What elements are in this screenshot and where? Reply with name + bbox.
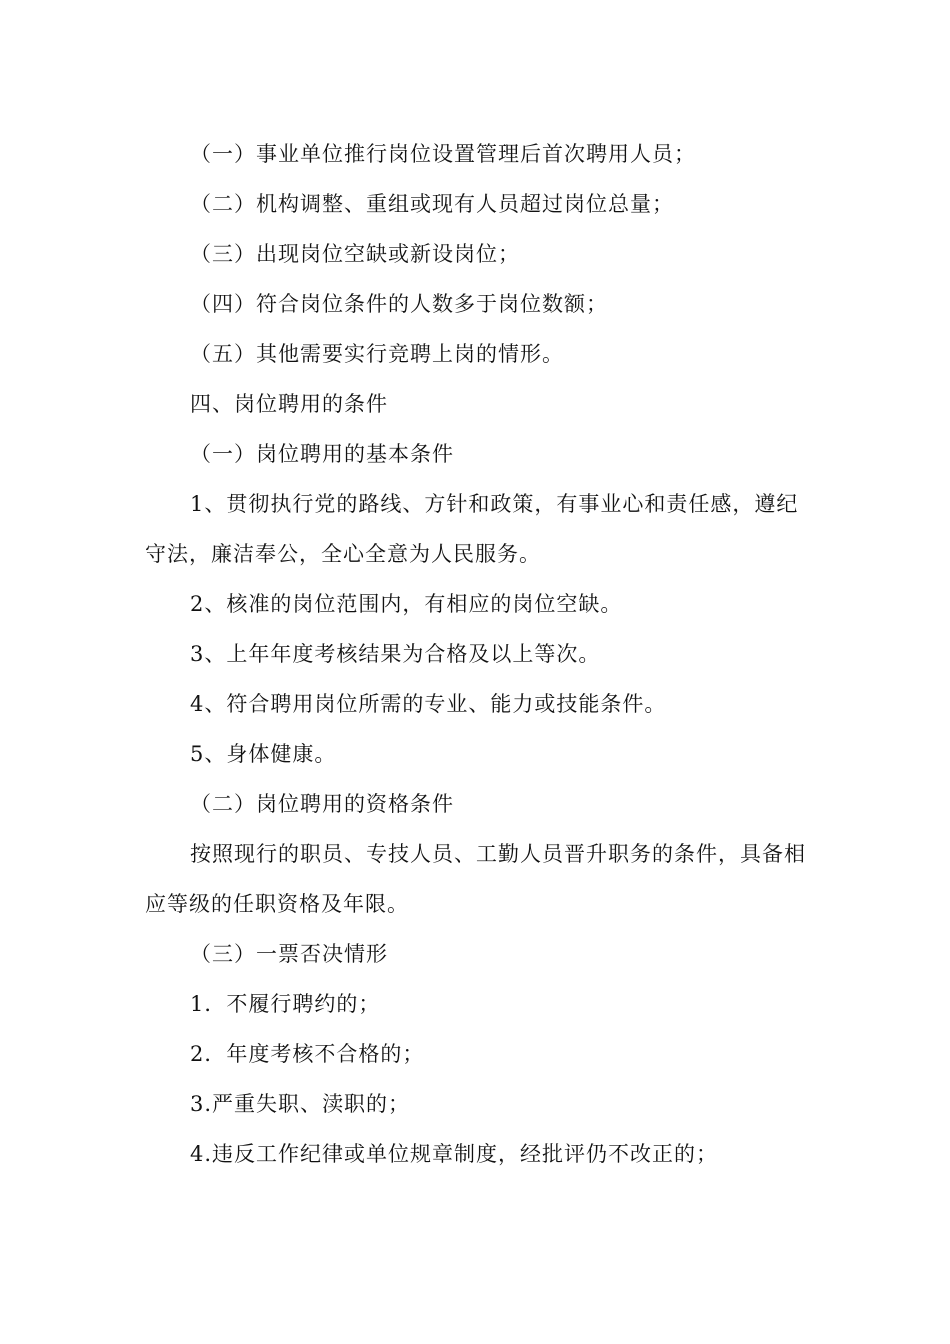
list-item-circumstance-4: （四）符合岗位条件的人数多于岗位数额； [190, 292, 608, 316]
paragraph-condition-2: 2、核准的岗位范围内，有相应的岗位空缺。 [190, 592, 623, 616]
subsection-heading-qualification: （二）岗位聘用的资格条件 [190, 792, 454, 816]
paragraph-condition-4: 4、符合聘用岗位所需的专业、能力或技能条件。 [190, 692, 667, 716]
section-heading-conditions: 四、岗位聘用的条件 [190, 392, 388, 416]
list-item-circumstance-5: （五）其他需要实行竞聘上岗的情形。 [190, 342, 564, 366]
list-item-circumstance-1: （一）事业单位推行岗位设置管理后首次聘用人员； [190, 142, 696, 166]
list-item-veto-2: 2．年度考核不合格的； [190, 1042, 425, 1066]
list-item-veto-1: 1．不履行聘约的； [190, 992, 381, 1016]
paragraph-condition-1-line-1: 1、贯彻执行党的路线、方针和政策，有事业心和责任感，遵纪 [190, 492, 799, 516]
list-item-veto-3: 3.严重失职、渎职的； [190, 1092, 411, 1116]
paragraph-condition-5: 5、身体健康。 [190, 742, 337, 766]
subsection-heading-veto: （三）一票否决情形 [190, 942, 388, 966]
paragraph-condition-1-line-2: 守法，廉洁奉公，全心全意为人民服务。 [145, 542, 541, 566]
list-item-veto-4: 4.违反工作纪律或单位规章制度，经批评仍不改正的； [190, 1142, 719, 1166]
subsection-heading-basic-conditions: （一）岗位聘用的基本条件 [190, 442, 454, 466]
paragraph-qualification-line-1: 按照现行的职员、专技人员、工勤人员晋升职务的条件，具备相 [190, 842, 806, 866]
paragraph-condition-3: 3、上年年度考核结果为合格及以上等次。 [190, 642, 601, 666]
list-item-circumstance-3: （三）出现岗位空缺或新设岗位； [190, 242, 520, 266]
paragraph-qualification-line-2: 应等级的任职资格及年限。 [145, 892, 409, 916]
list-item-circumstance-2: （二）机构调整、重组或现有人员超过岗位总量； [190, 192, 674, 216]
